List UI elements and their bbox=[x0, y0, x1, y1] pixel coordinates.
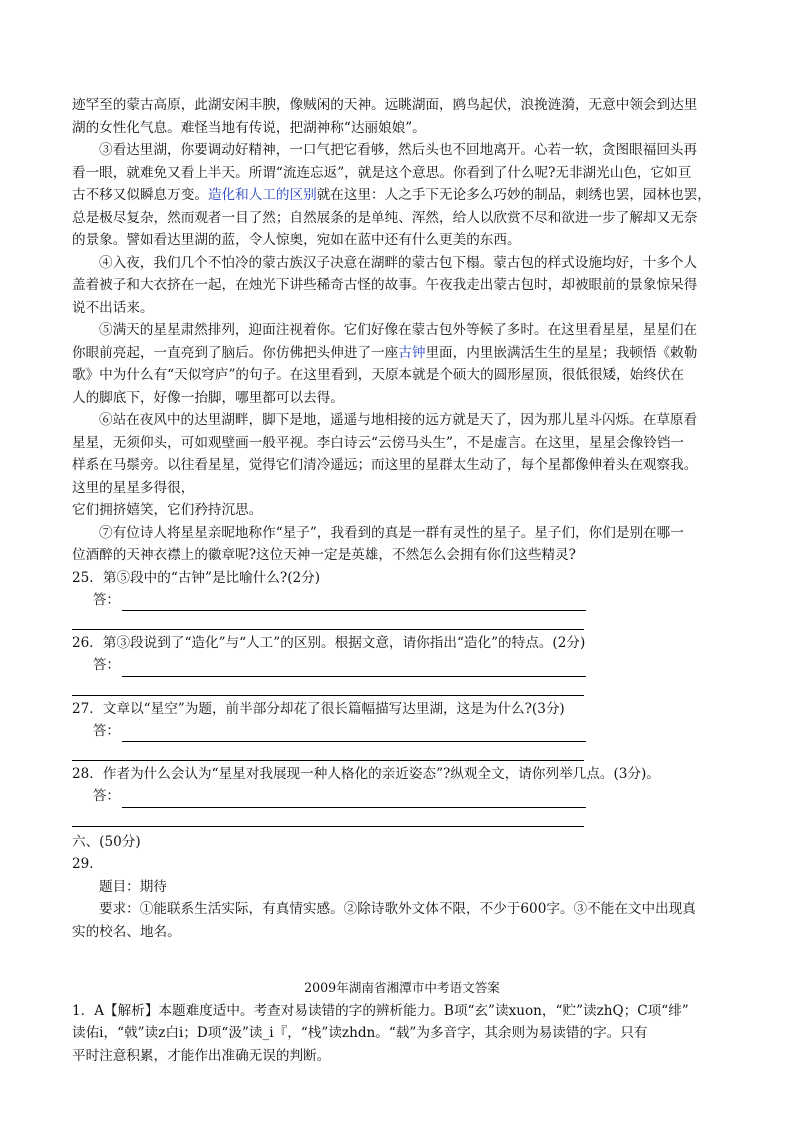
question-26: 26．第③段说到了“造化”与“人工”的区别。根据文意，请你指出“造化”的特点。(2分) bbox=[72, 635, 586, 651]
passage-line: 迹罕至的蒙古高原，此湖安闲丰腴，像贼闲的天神。远眺湖面，鸥鸟起伏，浪挽涟漪，无意中领会到达里 bbox=[72, 97, 698, 113]
answer-label: 答： bbox=[92, 591, 120, 608]
answer-line[interactable] bbox=[72, 808, 584, 827]
answer-label: 答： bbox=[92, 722, 120, 739]
answer-line[interactable] bbox=[122, 723, 586, 742]
paragraph-6: ⑥站在夜风中的达里湖畔，脚下是地，遥遥与地相接的远方就是天了，因为那儿星斗闪烁。在草原看 bbox=[99, 412, 698, 428]
answer-label: 答： bbox=[92, 657, 120, 673]
passage-line: 盖着被子和大衣挤在一起，在烛光下讲些稀奇古怪的故事。午夜我走出蒙古包时，却被眼前的景象惊呆得 bbox=[72, 277, 698, 293]
paragraph-7: ⑦有位诗人将星星亲昵地称作“星子”，我看到的真是一群有灵性的星子。星子们，你们是别在哪一 bbox=[99, 524, 684, 541]
passage-line: 的景象。譬如看达里湖的蓝，令人惊奥，宛如在蓝中还有什么更美的东西。 bbox=[72, 232, 521, 248]
passage-line: 湖的女性化气息。难怪当地有传说，把湖神称“达丽娘娘”。 bbox=[72, 119, 426, 136]
question-27: 27．文章以“星空”为题，前半部分却花了很长篇幅描写达里湖，这是为什么?(3分) bbox=[72, 700, 565, 717]
question-29: 29． bbox=[72, 856, 103, 872]
answer-line-text: 1．A【解析】本题难度适中。考查对易读错的字的辨析能力。B项“玄”读xuon，“贮”读zhQ；C项“绯” bbox=[72, 1002, 689, 1019]
section-heading: 六、(50分) bbox=[72, 833, 141, 850]
passage-line: 它们拥挤嬉笑，它们矜持沉思。 bbox=[72, 502, 263, 518]
passage-line: 总是极尽复杂，然而观者一目了然；自然展条的是单纯、浑然，给人以欣赏不尽和欲进一步了解却又无奈 bbox=[72, 209, 698, 226]
passage-line: 歌》中为什么有“天似穹庐”的句子。在这里看到，天原本就是个硕大的圆形屋顶，很低很矮，始终伏在 bbox=[72, 367, 685, 383]
passage-line: 星星，无须仰头，可如观壁画一般平视。李白诗云“云傍马头生”，不是虚言。在这里，星星会像铃铛一 bbox=[72, 434, 685, 451]
passage-line: 你眼前亮起，一直亮到了脑后。你仿佛把头伸进了一座古钟里面，内里嵌满活生生的星星；我顿悟《敕勒 bbox=[72, 344, 698, 361]
essay-requirements: 要求：①能联系生活实际，有真情实感。②除诗歌外文体不限，不少于600字。③不能在文中出现真 bbox=[99, 901, 696, 917]
essay-title: 题目：期待 bbox=[99, 878, 167, 895]
question-25: 25．第⑤段中的“古钟”是比喻什么?(2分) bbox=[72, 569, 321, 586]
highlighted-text: 古钟 bbox=[398, 344, 426, 361]
passage-line: 看一眼，就难免又看上半天。所谓“流连忘返”，就是这个意思。你看到了什么呢?无非湖光山色，它如亘 bbox=[72, 164, 692, 181]
answer-line-text: 平时注意积累，才能作出准确无误的判断。 bbox=[72, 1047, 331, 1064]
paragraph-5: ⑤满天的星星肃然排列，迎面注视着你。它们好像在蒙古包外等候了多时。在这里看星星，星星们在 bbox=[99, 322, 698, 338]
answer-key-heading: 2009年湖南省湘潭市中考语文答案 bbox=[304, 980, 500, 995]
paragraph-3: ③看达里湖，你要调动好精神，一口气把它看够，然后头也不回地离开。心若一软，贪图眼福回头再 bbox=[99, 142, 698, 158]
passage-line: 古不移又似瞬息万变。造化和人工的区别就在这里：人之手下无论多么巧妙的制品，刺绣也罢，园林也罢， bbox=[72, 187, 711, 203]
answer-line[interactable] bbox=[72, 677, 584, 696]
answer-line[interactable] bbox=[72, 611, 584, 630]
document-page bbox=[72, 94, 732, 1067]
answer-label: 答： bbox=[92, 788, 120, 804]
passage-line: 位酒醉的天神衣襟上的徽章呢?这位天神一定是英雄，不然怎么会拥有你们这些精灵? bbox=[72, 547, 576, 563]
answer-line[interactable] bbox=[122, 658, 586, 677]
answer-line[interactable] bbox=[122, 789, 586, 808]
answer-line-text: 读佑i，“戟”读z白i；D项“汲”读_i『，“栈”读zhdn。“载”为多音字，其余则为易读错的字。只有 bbox=[72, 1025, 648, 1041]
passage-line: 说不出话来。 bbox=[72, 299, 154, 316]
passage-line: 人的脚底下，好像一抬脚，哪里都可以去得。 bbox=[72, 389, 344, 406]
passage-line: 样系在马鬃旁。以往看星星，觉得它们清冷遥远；而这里的星群太生动了，每个星都像伸着头在观察我。 bbox=[72, 457, 698, 473]
answer-line[interactable] bbox=[122, 592, 586, 611]
highlighted-text: 造化和人工的区别 bbox=[207, 187, 317, 203]
essay-requirements-cont: 实的校名、地名。 bbox=[72, 923, 181, 940]
question-28: 28．作者为什么会认为“星星对我展现一种人格化的亲近姿态”?纵观全文，请你列举几点。(3分)。 bbox=[72, 766, 660, 782]
answer-line[interactable] bbox=[72, 742, 584, 761]
paragraph-4: ④入夜，我们几个不怕冷的蒙古族汉子决意在湖畔的蒙古包下榻。蒙古包的样式设施均好，十多个人 bbox=[99, 254, 698, 271]
passage-line: 这里的星星多得很， bbox=[72, 479, 195, 496]
